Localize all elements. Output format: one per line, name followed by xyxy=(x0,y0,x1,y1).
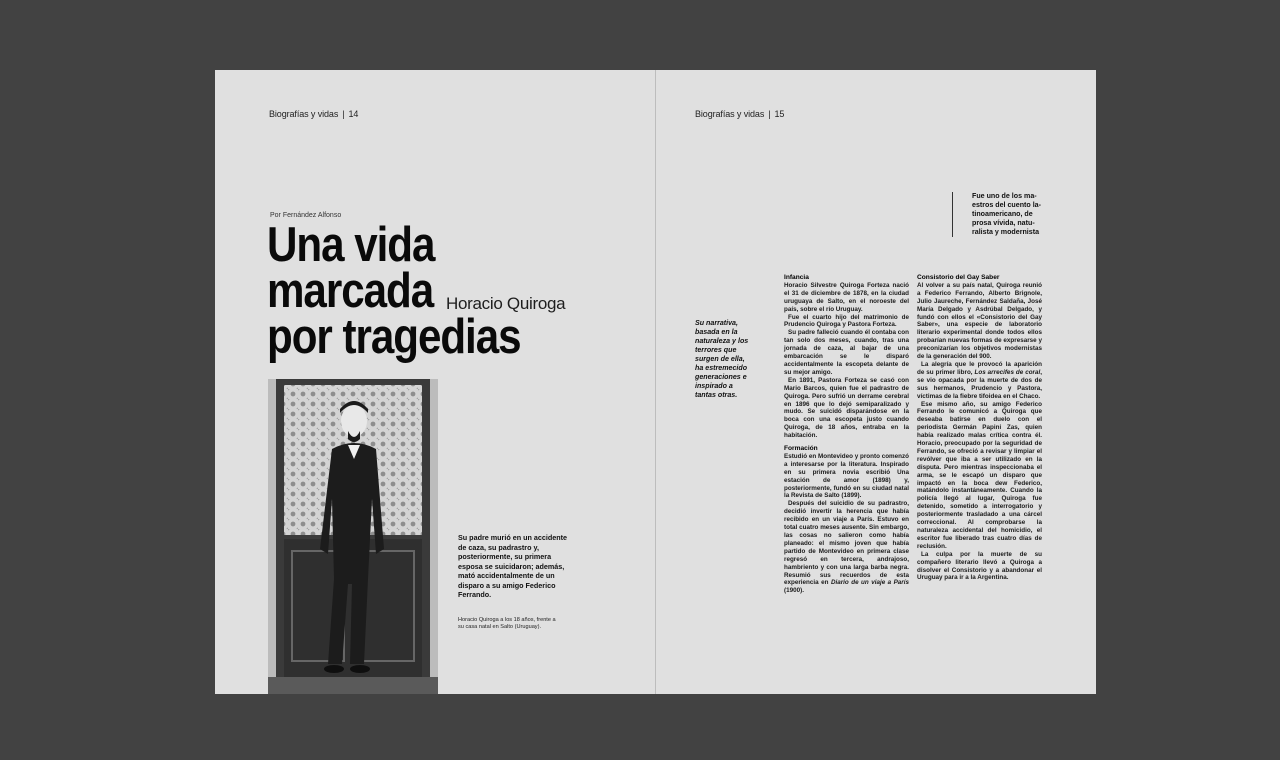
paragraph: Horacio Silvestre Quiroga Forteza nació el 31 de diciembre de 1878, en la ciudad uruguaya de Salto, en el noroeste del país, sobre el río Uruguay. xyxy=(784,281,909,313)
page-number: 15 xyxy=(774,109,785,119)
book-title: Diario de un viaje a París xyxy=(830,579,910,587)
title-line: marcada xyxy=(267,264,434,318)
paragraph: La culpa por la muerte de su compañero literario llevó a Quiroga a disolver el Consistorio y a abandonar el Uruguay para ir a la Argentina. xyxy=(917,550,1042,582)
paragraph: Su padre falleció cuando él contaba con tan solo dos meses, cuando, tras una jornada de caza, al bajar de una embarcación se le disparó accidentalmente la escopeta delante de su mejor amigo. xyxy=(784,329,909,376)
byline: Por Fernández Alfonso xyxy=(270,212,342,219)
body-column-1 xyxy=(784,274,909,595)
page-number: 14 xyxy=(348,109,359,119)
running-head-separator: | xyxy=(342,109,345,119)
paragraph-text: , se vio opacada por la muerte de dos de sus hermanos, Prudencio y Pastora, víctimas de la fiebre tifoidea en el Chaco. xyxy=(917,368,1043,400)
pull-quote-top xyxy=(952,192,1042,237)
paragraph: Al volver a su país natal, Quiroga reunió a Federico Ferrando, Alberto Brignole, Julio Jaureche, Fernández Saldaña, José María Delgado y Asdrúbal Delgado, y fundó con ellos el «Consistorio del Gay Saber», una especie de laboratorio literario experimental donde todos ellos probarían nuevas formas de expresarse y preconizarían los objetivos modernistas de la generación del 900. xyxy=(917,281,1042,361)
pull-quote-line: tinoamericano, de xyxy=(972,210,1033,218)
portrait-illustration xyxy=(268,379,438,694)
section-heading: Infancia xyxy=(784,274,809,281)
pull-quote-line: Fue uno de los ma- xyxy=(972,192,1037,200)
title-line: por tragedias xyxy=(267,310,521,364)
paragraph xyxy=(784,500,909,595)
paragraph: En 1891, Pastora Forteza se casó con Mario Barcos, quien fue el padrastro de Quiroga. Pero sufrió un derrame cerebral en 1896 que lo dejó semiparalizado y mudo. Se suicidó disparándose en la boca con una escopeta justo cuando Quiroga, de 18 años, entraba en la habitación. xyxy=(784,376,909,440)
photo-caption: Horacio Quiroga a los 18 años, frente a su casa natal en Salto (Uruguay). xyxy=(458,617,556,631)
article-title xyxy=(267,218,521,364)
article-subtitle: Horacio Quiroga xyxy=(446,294,566,313)
title-line: Una vida xyxy=(267,218,435,272)
portrait-photo xyxy=(268,379,438,694)
paragraph-text: (1900). xyxy=(784,587,804,595)
running-head-left xyxy=(269,109,358,119)
running-head-separator: | xyxy=(768,109,771,119)
pull-quote-side: Su narrativa, basada en la naturaleza y los terrores que surgen de ella, ha estremecido generaciones e inspirado a tantas otras. xyxy=(695,319,749,399)
section-heading: Formación xyxy=(784,445,818,453)
running-head-title: Biografías y vidas xyxy=(269,109,339,119)
paragraph-text: Después del suicidio de su padrastro, decidió invertir la herencia que había recibido en un viaje a París. Estuvo en total cuatro meses ausente. Sin embargo, las cosas no salieron como había planeado: el mismo joven que había partido de Montevideo en primera clase regresó en tercera, andrajoso, hambriento y con una larga barba negra. Resumió sus recuerdos de esta experiencia en xyxy=(784,500,909,587)
running-head-title: Biografías y vidas xyxy=(695,109,765,119)
paragraph: Ese mismo año, su amigo Federico Ferrando le comunicó a Quiroga que deseaba batirse en duelo con el periodista Germán Papini Zas, quien había realizado malas crítica contra él. Horacio, preocupado por la seguridad de Ferrando, se ofreció a revisar y limpiar el revólver que iba a ser utilizado en la disputa. Pero mientras inspeccionaba el arma, se le escapó un disparo que impactó en la boca dew Federico, matándolo instantáneamente. Cuando la policía llegó al lugar, Quiroga fue detenido, sometido a interrogatorio y posteriormente trasladado a una cárcel correccional. Al comprobarse la naturaleza accidental del homicidio, el escritor fue liberado tras cuatro días de reclusión. xyxy=(917,400,1042,550)
section-heading: Consistorio del Gay Saber xyxy=(917,274,1000,281)
pull-quote-line: ralista y modernista xyxy=(972,228,1040,236)
paragraph xyxy=(917,361,1042,401)
pull-quote-line: estros del cuento la- xyxy=(972,201,1041,209)
paragraph: Fue el cuarto hijo del matrimonio de Prudencio Quiroga y Pastora Forteza. xyxy=(784,313,909,329)
body-column-2 xyxy=(917,274,1042,582)
magazine-spread xyxy=(215,70,1096,694)
paragraph: Estudió en Montevideo y pronto comenzó a interesarse por la literatura. Inspirado en su primera novia escribió Una estación de amor (1898) y, posteriormente, fundó en su ciudad natal la Revista de Salto (1899). xyxy=(784,452,909,500)
paragraph-text: La alegría que le provocó la aparición de su primer libro, xyxy=(917,360,1042,376)
lead-caption: Su padre murió en un accidente de caza, su padrastro y, posteriormente, su primera esposa se suicidaron; además, mató accidentalmente de un disparo a su amigo Federico Ferrando. xyxy=(458,533,568,599)
running-head-right xyxy=(695,109,784,119)
page-gutter xyxy=(655,70,656,694)
pull-quote-line: prosa vívida, natu- xyxy=(972,219,1035,227)
book-title: Los arrecifes de coral xyxy=(974,368,1041,376)
